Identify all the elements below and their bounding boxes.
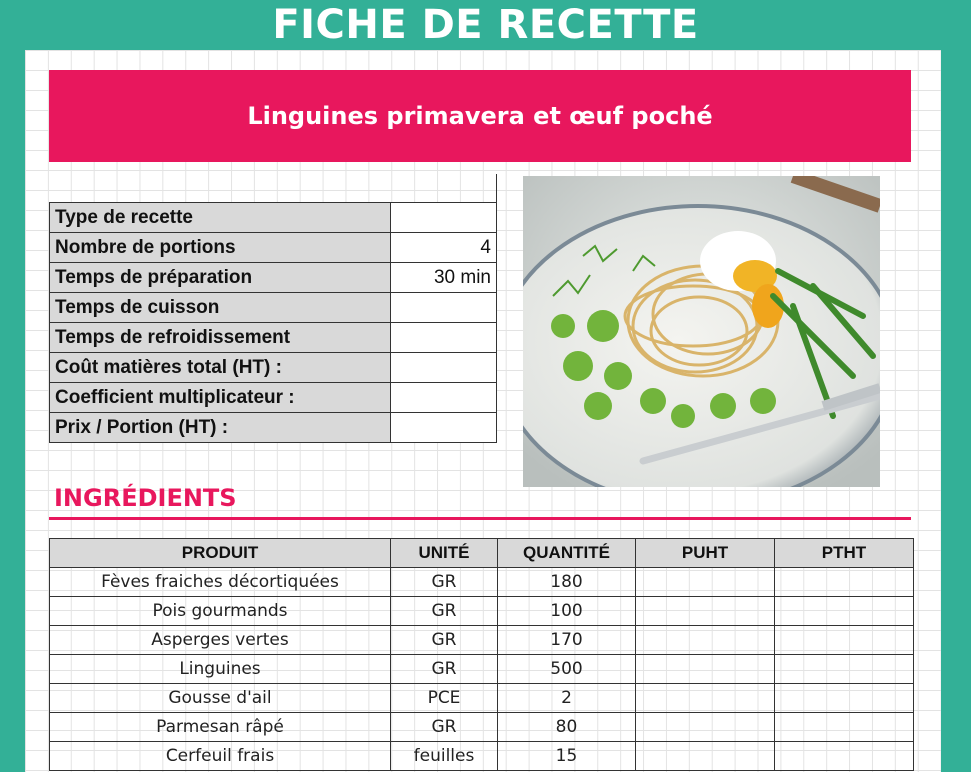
info-row	[50, 323, 497, 353]
info-label-price-portion[interactable]: Prix / Portion (HT) :	[50, 413, 391, 443]
cell-product[interactable]: Asperges vertes	[50, 626, 391, 655]
info-label-type[interactable]: Type de recette	[50, 203, 391, 233]
info-value-cooling-time[interactable]	[391, 323, 497, 353]
info-row	[50, 203, 497, 233]
table-row	[50, 626, 914, 655]
cell-unit[interactable]: GR	[391, 655, 498, 684]
table-header-row	[50, 539, 914, 568]
sheet-title: FICHE DE RECETTE	[272, 2, 699, 48]
cell-unit[interactable]: feuilles	[391, 742, 498, 771]
table-row	[50, 655, 914, 684]
cell-quantity[interactable]: 100	[498, 597, 636, 626]
info-label-prep-time[interactable]: Temps de préparation	[50, 263, 391, 293]
table-row	[50, 684, 914, 713]
cell-ptht[interactable]	[775, 713, 914, 742]
info-row	[50, 413, 497, 443]
header-puht[interactable]: PUHT	[636, 539, 775, 568]
cell-unit[interactable]: GR	[391, 568, 498, 597]
header-product[interactable]: PRODUIT	[50, 539, 391, 568]
table-row	[50, 568, 914, 597]
cell-ptht[interactable]	[775, 568, 914, 597]
header-quantity[interactable]: QUANTITÉ	[498, 539, 636, 568]
cell-product[interactable]: Gousse d'ail	[50, 684, 391, 713]
cell-ptht[interactable]	[775, 742, 914, 771]
cell-quantity[interactable]: 170	[498, 626, 636, 655]
info-label-portions[interactable]: Nombre de portions	[50, 233, 391, 263]
recipe-photo[interactable]	[523, 176, 880, 487]
header-unit[interactable]: UNITÉ	[391, 539, 498, 568]
cell-ptht[interactable]	[775, 597, 914, 626]
info-label-coefficient[interactable]: Coefficient multiplicateur :	[50, 383, 391, 413]
cell-unit[interactable]: GR	[391, 597, 498, 626]
recipe-name[interactable]: Linguines primavera et œuf poché	[49, 70, 911, 162]
info-row	[50, 293, 497, 323]
cell-puht[interactable]	[636, 713, 775, 742]
info-value-cook-time[interactable]	[391, 293, 497, 323]
info-label-total-cost[interactable]: Coût matières total (HT) :	[50, 353, 391, 383]
info-value-coefficient[interactable]	[391, 383, 497, 413]
info-row	[50, 353, 497, 383]
cell-ptht[interactable]	[775, 626, 914, 655]
table-row	[50, 713, 914, 742]
cell-unit[interactable]: GR	[391, 626, 498, 655]
cell-product[interactable]: Parmesan râpé	[50, 713, 391, 742]
ingredients-table	[49, 538, 914, 771]
cell-quantity[interactable]: 500	[498, 655, 636, 684]
cell-puht[interactable]	[636, 626, 775, 655]
info-row	[50, 263, 497, 293]
cell-unit[interactable]: PCE	[391, 684, 498, 713]
spreadsheet-grid[interactable]	[25, 50, 941, 772]
info-value-portions[interactable]: 4	[391, 233, 497, 263]
divider	[496, 174, 497, 204]
cell-quantity[interactable]: 2	[498, 684, 636, 713]
cell-product[interactable]: Fèves fraiches décortiquées	[50, 568, 391, 597]
cell-product[interactable]: Cerfeuil frais	[50, 742, 391, 771]
cell-ptht[interactable]	[775, 655, 914, 684]
cell-puht[interactable]	[636, 742, 775, 771]
cell-quantity[interactable]: 80	[498, 713, 636, 742]
cell-puht[interactable]	[636, 568, 775, 597]
info-label-cooling-time[interactable]: Temps de refroidissement	[50, 323, 391, 353]
info-value-prep-time[interactable]: 30 min	[391, 263, 497, 293]
table-row	[50, 597, 914, 626]
cell-quantity[interactable]: 15	[498, 742, 636, 771]
info-value-total-cost[interactable]	[391, 353, 497, 383]
cell-puht[interactable]	[636, 655, 775, 684]
cell-unit[interactable]: GR	[391, 713, 498, 742]
cell-puht[interactable]	[636, 684, 775, 713]
cell-product[interactable]: Pois gourmands	[50, 597, 391, 626]
info-label-cook-time[interactable]: Temps de cuisson	[50, 293, 391, 323]
cell-puht[interactable]	[636, 597, 775, 626]
ingredients-heading: INGRÉDIENTS	[54, 484, 237, 512]
cell-quantity[interactable]: 180	[498, 568, 636, 597]
cell-ptht[interactable]	[775, 684, 914, 713]
info-value-price-portion[interactable]	[391, 413, 497, 443]
ingredients-rule	[49, 517, 911, 520]
cell-product[interactable]: Linguines	[50, 655, 391, 684]
pasta-dish-image	[523, 176, 880, 487]
info-row	[50, 383, 497, 413]
table-row	[50, 742, 914, 771]
info-row	[50, 233, 497, 263]
header-ptht[interactable]: PTHT	[775, 539, 914, 568]
recipe-info-table	[49, 202, 497, 443]
info-value-type[interactable]	[391, 203, 497, 233]
